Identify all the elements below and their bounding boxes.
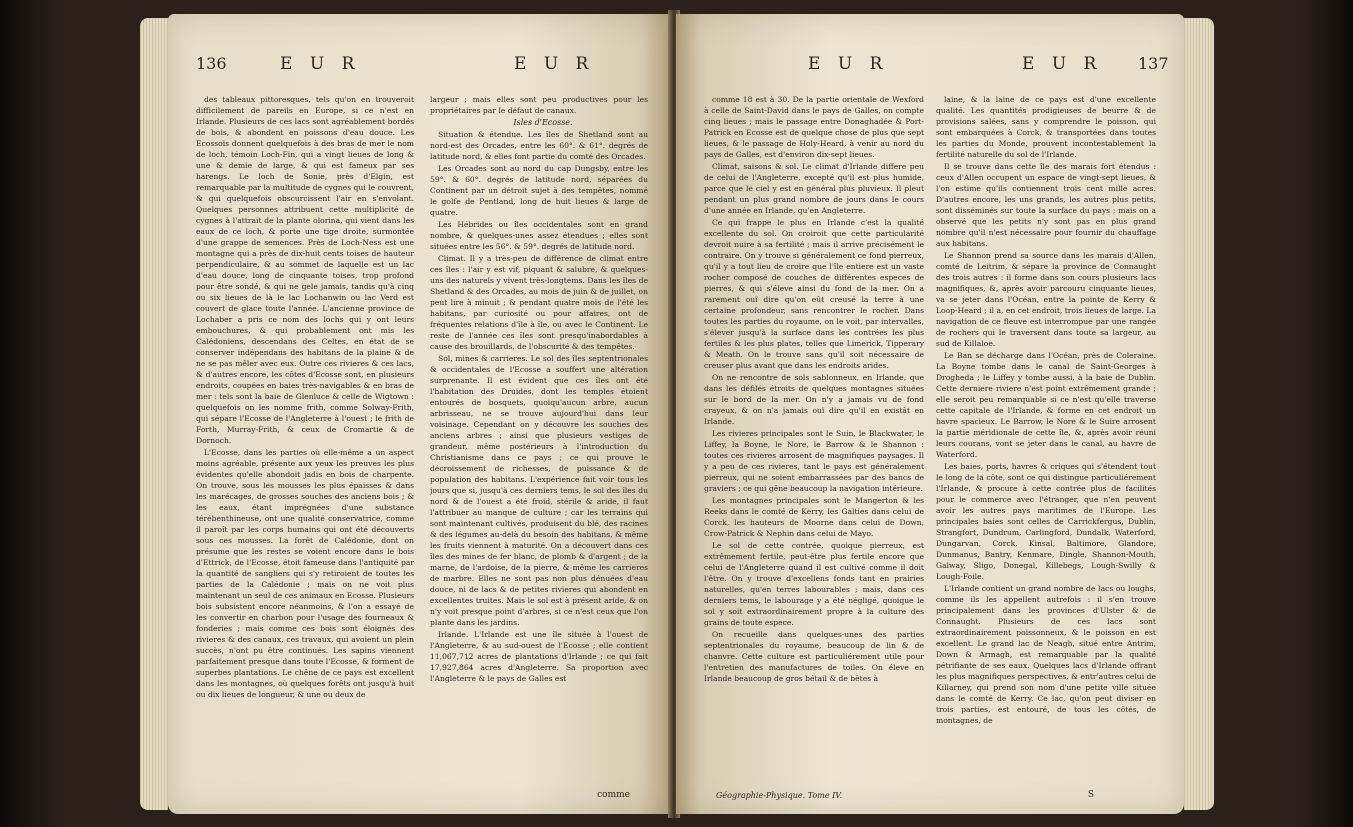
left-column-1 — [196, 94, 414, 796]
right-header-title-2: E U R — [1022, 54, 1103, 74]
paragraph: Sol, mines & carrieres. Le sol des îles septentrionales & occidentales de l'Ecosse a souffert une altération surprenante. Il est évident que ces îles ont été l'habitation des Druides, dont les temples étoient entourés de bosquets, quoiqu'aucun arbre, aucun arbrisseau, ne se trouve aujourd'hui dans leur voisinage. Cependant on y découvre les souches des anciens arbres ; ainsi que plusieurs vestiges de grandeur, même postérieurs à l'introduction du Christianisme dans ce pays ; ce qui prouve le décroissement de richesses, de puissance & de population des habitans. L'expérience fait voir tous les jours que si, jusqu'à ces derniers tems, le sol des îles du nord & de l'ouest a été froid, stérile & aride, il faut l'attribuer au manque de culture ; car les terrains qui sont maintenant cultivés, produisent du blé, des racines & des légumes au-delà du besoin des habitans, & même les fruits viennent à maturité. On a découvert dans ces îles des mines de fer blanc, de plomb & d'argent ; de la marne, de l'ardoise, de la pierre, & même les carrieres de marbre. Elles ne sont pas non plus dénuées d'eau douce, ni de lacs & de petites rivieres qui abondent en excellentes truites. Mais le sol est à présent aride, & on n'y voit presque point d'arbres, si ce n'est ceux que l'on plante dans les jardins. — [430, 354, 648, 627]
left-page — [168, 14, 670, 814]
paragraph: Les baies, ports, havres & criques qui s'étendent tout le long de la côte, sont ce qui distingue particuliérement l'Irlande, & procure à cette contrée plus de facilités pour le commerce avec l'étranger, que n'en peuvent avoir les autres pays maritimes de l'Europe. Les principales baies sont celles de Carrickfergus, Dublin, Strangfort, Dundrum, Carlingford, Dundalk, Waterford, Dungarvan, Corck, Kinsal, Baltimore, Glandore, Dunmanus, Bantry, Kenmare, Dingle, Shannon-Mouth, Galway, Sligo, Donegal, Killebegs, Lough-Swilly & Lough-Foile. — [936, 462, 1156, 581]
right-column-2 — [936, 94, 1156, 796]
left-header — [168, 54, 670, 80]
signature-mark: S — [1087, 790, 1094, 800]
paragraph: Ce qui frappe le plus en Irlande c'est la qualité excellente du sol. On croiroit que cette particularité devroit nuire à sa fertilité ; mais il arrive précisément le contraire. On y trouve si généralement ce fond pierreux, qu'il y a tout lieu de croire que l'île entiere est un vaste rocher composé de couches de différentes especes de pierres, & qui s'éleve ainsi du fond de la mer. On a rarement ouï dire qu'on eût creusé la terre à une certaine profondeur, sans rencontrer le rocher. Dans toutes les parties du royaume, on le voit, par intervalles, s'élever jusqu'à la surface dans les contrées les plus fertiles & les plus plates, telles que Limerick, Tipperary & Meath. On le trouve sans qu'il soit nécessaire de creuser plus avant que dans les endroits arides. — [704, 218, 924, 370]
left-header-title-2: E U R — [514, 54, 595, 74]
paragraph: Il se trouve dans cette île des marais fort étendus : ceux d'Allen occupent un espace de vingt-sept lieues, & l'on estime qu'ils contiennent trois cent mille acres. D'autres encore, les uns grands, les autres plus petits, sont disséminés sur toute la surface du pays ; mais on a observé que les petits n'y sont pas en plus grand nombre qu'il n'est nécessaire pour fournir du chauffage aux habitans. — [936, 162, 1156, 248]
paragraph: Le Shannon prend sa source dans les marais d'Allen, comté de Leitrim, & sépare la province de Connaught des trois autres : il forme dans son cours plusieurs lacs magnifiques, &, après avoir parcouru cinquante lieues, va se jeter dans l'Océan, entre la pointe de Kerry & Loop-Heard ; il a, en cet endroit, trois lieues de large. La navigation de ce fleuve est interrompue par une rangée de rochers qui le traversent dans toute sa largeur, au sud de Killaloe. — [936, 251, 1156, 348]
left-columns — [196, 94, 648, 796]
paragraph: Les Hébrides ou îles occidentales sont en grand nombre, & quelques-unes assez étendues ; elles sont situées entre les 56°. & 59°. degrés de latitude nord. — [430, 220, 648, 251]
paragraph: des tableaux pittoresques, tels qu'on en trouveroit difficilement de pareils en Europe, si ce n'est en Irlande. Plusieurs de ces lacs sont agréablement bordés de bois, & abondent en poissons d'eau douce. Les Ecossois donnent quelquefois à des bras de mer le nom de loch, témoin Loch-Fin, qui a vingt lieues de long & une & demie de large, & qui est fameux par ses harengs. Le loch de Sonie, près d'Elgin, est remarquable par la multitude de cygnes qui le couvrent, & qui quelquefois obscurcissent l'air en s'envolant. Quelques personnes attribuent cette multiplicité de cygnes à l'attrait de la plante olorina, qui vient dans les eaux de ce loch, & porte une tige droite, surmontée d'une grappe de semences. Près de Loch-Ness est une montagne qui a près de dix-huit cents toises de hauteur perpendiculaire, & au sommet de laquelle est un lac d'eau douce, long de cinquante toises, trop profond pour être sondé, & qui ne gele jamais, tandis qu'à cinq ou six lieues de là le lac Lochanwin ou lac Verd est couvert de glace toute l'année. L'ancienne province de Lochaber a pris ce nom des lochs qui y ont leurs embouchures, & qui probablement ont mis les Calédoniens, descendans des Celtes, en état de se conserver indépendans des habitans de la plaine & de ne se pas mêler avec eux. Outre ces rivieres & ces lacs, & d'autres encore, les côtes d'Ecosse sont, en plusieurs endroits, coupées en baies très-navigables & en bras de mer : tels sont la baie de Glenluce & celle de Wigtown : quelquefois on les nomme frith, comme Solway-Frith, qui sépare l'Ecosse de l'Angleterre à l'ouest ; le frith de Forth, Murray-Frith, & ceux de Cromartie & de Dornoch. — [196, 95, 414, 445]
catchword: comme — [597, 790, 630, 800]
right-header — [676, 54, 1184, 80]
right-page — [676, 14, 1184, 814]
left-column-2 — [430, 94, 648, 796]
paragraph: Climat. Il y a très-peu de différence de climat entre ces îles : l'air y est vif, piquant & salubre, & quelques-uns des naturels y vivent très-longtems. Dans les îles de Shetland & des Orcades, au mois de juin & de juillet, on peut lire à minuit ; & pendant quatre mois de l'été les habitans, par curiosité ou pour affaires, ont de fréquentes relations d'île à île, ou avec le Continent. Le reste de l'année ces îles sont presqu'inabordables à cause des brouillards, de l'obscurité & des tempêtes. — [430, 254, 648, 351]
paragraph: Le sol de cette contrée, quoique pierreux, est extrêmement fertile, peut-être plus fertile encore que celui de l'Angleterre quand il est cultivé comme il doit l'être. On y trouve d'excellens fonds tant en prairies naturelles, qu'en terres labourables ; mais, dans ces derniers tems, le labourage y a été négligé, quoique le sol y soit extraordinairement propre à la culture des grains de toute espece. — [704, 541, 924, 627]
paragraph: Les montagnes principales sont le Mangerton & les Reeks dans le comté de Kerry, les Galties dans celui de Corck, les hauteurs de Moorne dans celui de Down, Crow-Patrick & Nephin dans celui de Mayo. — [704, 496, 924, 538]
right-header-title-1: E U R — [808, 54, 889, 74]
paragraph: Situation & étendue. Les îles de Shetland sont au nord-est des Orcades, entre les 60°. & 61°. degrés de latitude nord, & elles font partie du comté des Orcades. — [430, 130, 648, 161]
footer-volume: Géographie-Physique. Tome IV. — [716, 791, 843, 800]
paragraph: L'Ecosse, dans les parties où elle-même a un aspect moins agréable, présente aux yeux les preuves les plus évidentes qu'elle abondoit jadis en bois de charpente. On trouve, sous les mousses les plus épaisses & dans les marécages, de grosses souches des anciens bois ; & les eaux, étant imprégnées d'une substance térébenthineuse, ont une qualité conservatrice, comme il paroît par les corps humains qui ont été découverts sous ces mousses. La forêt de Calédonie, dont on présume que les restes se voient encore dans le bois d'Ettrick, de l'Ecosse, étoit fameuse dans l'antiquité par la quantité de sangliers qui s'y retiroient de toutes les parties de la Calédonie ; mais on ne voit plus maintenant un seul de ces animaux en Ecosse. Plusieurs bois subsistent encore néanmoins, & l'on a essayé de les convertir en charbon pour l'usage des fourneaux & fonderies ; mais comme ces bois sont éloignés des rivieres & des canaux, ces travaux, qui avoient un plein succès, n'ont pu être continués. Les sapins viennent parfaitement presque dans toute l'Ecosse, & forment de superbes plantations. Le chêne de ce pays est excellent dans les montagnes, où quelques forêts ont jusqu'à huit ou dix lieues de longueur, & une ou deux de — [196, 448, 414, 699]
right-fore-edge — [1184, 18, 1214, 810]
paragraph: Le Ban se décharge dans l'Océan, près de Coleraine. La Boyne tombe dans le canal de Saint-Georges à Drogheda ; le Liffey y tombe aussi, à la baie de Dublin. Cette derniere riviere n'est point extrêmement grande ; elle seroit peu remarquable si ce n'est qu'elle traverse cette capitale de l'Irlande, & forme en cet endroit un havre spacieux. Le Barrow, le Nore & le Suire arrosent la partie méridionale de cette île, &, après avoir réuni leurs courans, vont se jeter dans le canal, au havre de Waterford. — [936, 351, 1156, 459]
paragraph: On recueille dans quelques-unes des parties septentrionales du royaume, beaucoup de lin & de chanvre. Cette culture est particuliérement utile pour l'entretien des manufactures de toiles. On éleve en Irlande beaucoup de gros bétail & de bêtes à — [704, 630, 924, 683]
paragraph: Climat, saisons & sol. Le climat d'Irlande differe peu de celui de l'Angleterre, excepté qu'il est plus humide, parce que le ciel y est en général plus pluvieux. Il pleut pendant un plus grand nombre de jours dans le cours d'une année en Irlande, qu'en Angleterre. — [704, 162, 924, 215]
paragraph: Irlande. L'Irlande est une île située à l'ouest de l'Angleterre, & au sud-ouest de l'Ecosse ; elle contient 11,067,712 acres de plantations d'Irlande ; ce qui fait 17,927,864 acres d'Angleterre. Sa proportion avec l'Angleterre & le pays de Galles est — [430, 630, 648, 683]
paragraph: laine, & la laine de ce pays est d'une excellente qualité. Les quantités prodigieuses de beurre & de provisions salées, sans y comprendre le poisson, qui sont embarquées à Corck, & transportées dans toutes les parties du Monde, prouvent incontestablement la fertilité naturelle du sol de l'Irlande. — [936, 95, 1156, 159]
left-header-title-1: E U R — [280, 54, 361, 74]
paragraph: Les Orcades sont au nord du cap Dungsby, entre les 59°. & 60°. degrés de latitude nord, séparées du Continent par un détroit sujet à des tempêtes, nommé le golfe de Pentland, long de huit lieues & large de quatre. — [430, 164, 648, 217]
section-title: Isles d'Ecosse. — [513, 118, 573, 127]
paragraph: largeur ; mais elles sont peu productives pour les propriétaires par le défaut de canaux. — [430, 95, 648, 115]
paragraph: Les rivieres principales sont le Suin, le Blackwater, le Liffey, la Boyne, le Nore, le Barrow & le Shannon : toutes ces rivieres arrosent de magnifiques paysages. Il y a peu de ces rivieres, tant le pays est généralement pierreux, qui ne soient embarrassées par des bancs de graviers ; ce qui gêne beaucoup la navigation intérieure. — [704, 429, 924, 493]
paragraph: L'Irlande contient un grand nombre de lacs ou loughs, comme ils les appellent autrefois : il s'en trouve principalement dans les provinces d'Ulster & de Connaught. Plusieurs de ces lacs sont extraordinairement poissonneux, & le poisson en est excellent. Le grand lac de Neagh, situé entre Antrim, Down & Armagh, est remarquable par la qualité pétrifiante de ses eaux. Quelques lacs d'Irlande offrant les plus magnifiques perspectives, & entr'autres celui de Killarney, qui prend son nom d'une petite ville située dans le comté de Kerry. Ce lac, qu'on peut diviser en trois parties, est entouré, de tous les côtés, de montagnes, de — [936, 584, 1156, 725]
left-fore-edge — [140, 18, 168, 810]
left-page-number: 136 — [196, 54, 227, 73]
right-page-number: 137 — [1138, 54, 1169, 73]
paragraph: comme 18 est à 30. De la partie orientale de Wexford à celle de Saint-David dans le pays de Galles, on compte cinq lieues ; mais le passage entre Donaghadée & Port-Patrick en Ecosse est de quelque chose de plus que sept lieues, & le passage de Holy-Heard, à venir au nord du pays de Galles, est d'environ dix-sept lieues. — [704, 95, 924, 159]
paragraph: On ne rencontre de sols sablonneux, en Irlande, que dans les défilés étroits de quelques montagnes situées sur le bord de la mer. On n'y a jamais vu de fond crayeux, & on n'a jamais ouï dire qu'il en existât en Irlande. — [704, 373, 924, 426]
right-column-1 — [704, 94, 924, 796]
right-columns — [704, 94, 1156, 796]
